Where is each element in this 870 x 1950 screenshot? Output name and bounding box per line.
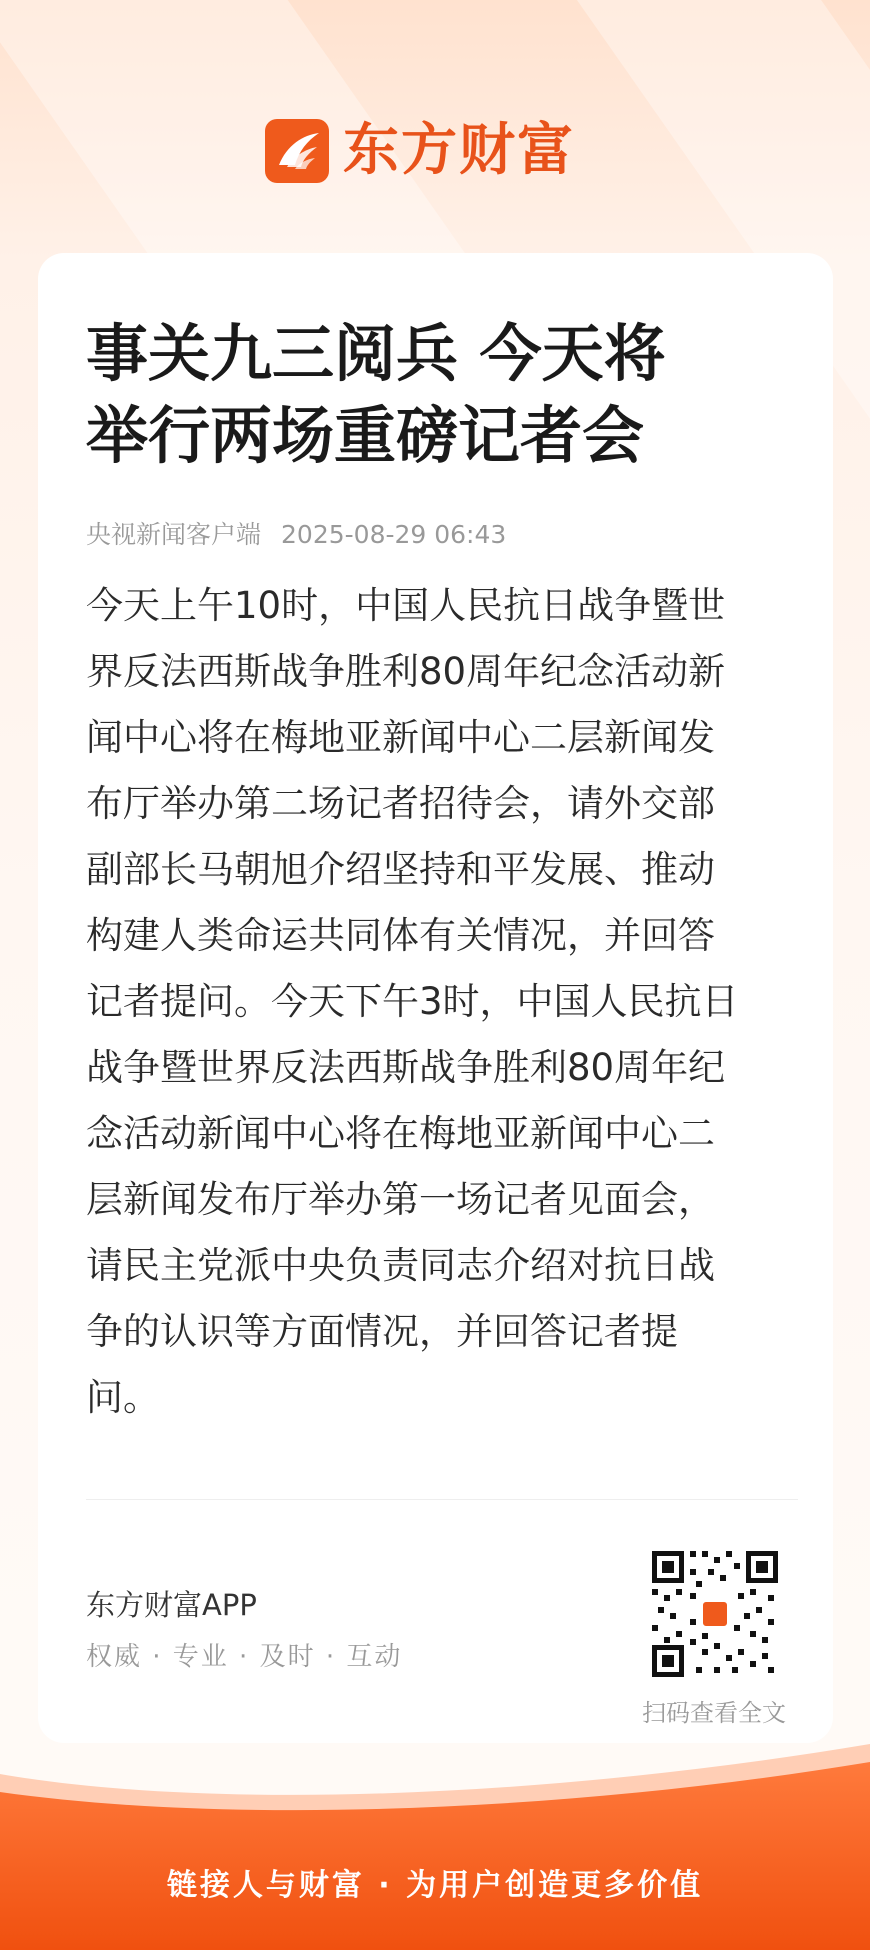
body-line: 构建人类命运共同体有关情况，并回答	[86, 914, 715, 957]
article-source: 央视新闻客户端	[86, 520, 262, 549]
body-line: 争的认识等方面情况，并回答记者提	[86, 1310, 678, 1353]
article-title-line: 举行两场重磅记者会	[86, 399, 645, 472]
body-line: 今天上午10时，中国人民抗日战争暨世	[86, 584, 726, 627]
qr-caption: 扫码查看全文	[642, 1699, 786, 1727]
article-title-line: 事关九三阅兵 今天将	[86, 317, 666, 390]
article-body	[86, 573, 798, 1431]
footer-banner	[0, 1740, 870, 1950]
body-line: 闻中心将在梅地亚新闻中心二层新闻发	[86, 716, 715, 759]
qr-logo-icon	[700, 1599, 730, 1629]
article-card	[38, 253, 833, 1743]
article-title	[86, 313, 806, 477]
body-line: 层新闻发布厅举办第一场记者见面会，	[86, 1178, 715, 1221]
article-meta	[86, 515, 506, 551]
eastmoney-logo-icon	[265, 119, 329, 183]
brand-name: 东方财富	[343, 118, 575, 183]
promo-tagline: 权威 · 专业 · 及时 · 互动	[86, 1642, 403, 1672]
body-line: 念活动新闻中心将在梅地亚新闻中心二	[86, 1112, 715, 1155]
body-line: 请民主党派中央负责同志介绍对抗日战	[86, 1244, 715, 1287]
body-line: 战争暨世界反法西斯战争胜利80周年纪	[86, 1046, 726, 1089]
body-line: 副部长马朝旭介绍坚持和平发展、推动	[86, 848, 715, 891]
body-line: 界反法西斯战争胜利80周年纪念活动新	[86, 650, 726, 693]
qr-code-icon[interactable]	[650, 1549, 780, 1679]
brand-logo	[265, 118, 575, 184]
body-line: 记者提问。今天下午3时，中国人民抗日	[86, 980, 739, 1023]
body-line: 布厅举办第二场记者招待会，请外交部	[86, 782, 715, 825]
footer-slogan: 链接人与财富 · 为用户创造更多价值	[166, 1868, 704, 1903]
article-datetime: 2025-08-29 06:43	[281, 520, 507, 549]
promo-app-name: 东方财富APP	[86, 1588, 257, 1622]
divider	[86, 1499, 798, 1500]
body-line: 问。	[86, 1376, 160, 1419]
